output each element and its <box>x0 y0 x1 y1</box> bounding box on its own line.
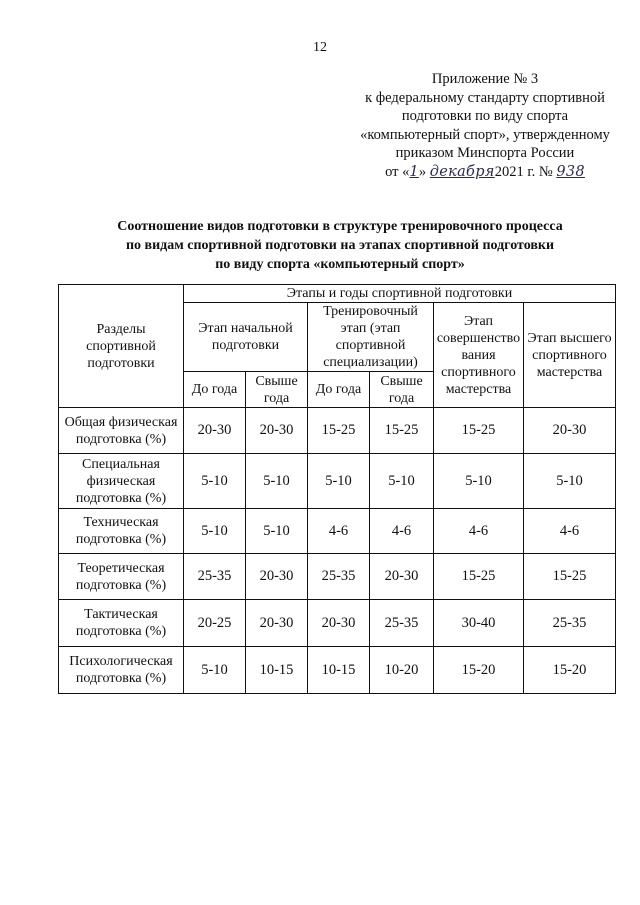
date-prefix: от « <box>385 163 410 180</box>
table-cell: 5-10 <box>184 454 246 509</box>
row-label: Теоретическая подготовка (%) <box>59 554 184 600</box>
header-sections: Разделы спортивной подготовки <box>59 285 184 408</box>
header-stages: Этапы и годы спортивной подготовки <box>184 285 616 303</box>
appendix-line: подготовки по виду спорта <box>401 108 569 124</box>
table-cell: 10-15 <box>308 647 370 694</box>
table-cell: 15-20 <box>524 647 616 694</box>
table-cell: 4-6 <box>308 509 370 554</box>
table-cell: 10-15 <box>246 647 308 694</box>
appendix-title: Приложение № 3 <box>431 71 539 87</box>
table-cell: 25-35 <box>308 554 370 600</box>
table-row <box>59 408 616 454</box>
table-cell: 5-10 <box>434 454 524 509</box>
table-cell: 30-40 <box>434 600 524 647</box>
row-label: Специальная физическая подготовка (%) <box>59 454 184 509</box>
document-title <box>60 217 620 274</box>
table-cell: 5-10 <box>524 454 616 509</box>
table-row <box>59 647 616 694</box>
table-cell: 5-10 <box>308 454 370 509</box>
handwritten-order-number: 938 <box>556 163 585 180</box>
row-label: Общая физическая подготовка (%) <box>59 408 184 454</box>
table-cell: 20-30 <box>246 408 308 454</box>
appendix-line: «компьютерный спорт», утвержденному <box>360 126 610 143</box>
subheader-up-to-year: До года <box>184 372 246 408</box>
table-row <box>59 509 616 554</box>
table-cell: 5-10 <box>370 454 434 509</box>
table-cell: 25-35 <box>524 600 616 647</box>
header-stage-improvement: Этап совершенство вания спортивного мастерства <box>434 303 524 408</box>
table-cell: 15-25 <box>524 554 616 600</box>
handwritten-month: декабря <box>429 163 495 180</box>
title-line: по видам спортивной подготовки на этапах спортивной подготовки <box>125 238 555 253</box>
table-cell: 15-25 <box>308 408 370 454</box>
table-row <box>59 600 616 647</box>
table-row <box>59 454 616 509</box>
training-ratio-table <box>58 284 616 694</box>
date-mid: » <box>418 163 427 180</box>
order-date-line <box>340 163 630 182</box>
table-cell: 25-35 <box>370 600 434 647</box>
title-line: по виду спорта «компьютерный спорт» <box>215 257 465 272</box>
table-cell: 25-35 <box>184 554 246 600</box>
appendix-line: приказом Минспорта России <box>395 145 575 161</box>
row-label: Тактическая подготовка (%) <box>59 600 184 647</box>
row-label: Психологическая подготовка (%) <box>59 647 184 694</box>
table-cell: 15-25 <box>434 408 524 454</box>
table-cell: 20-30 <box>184 408 246 454</box>
header-stage-initial: Этап начальной подготовки <box>184 303 308 372</box>
table-cell: 20-25 <box>184 600 246 647</box>
table-cell: 20-30 <box>246 554 308 600</box>
page-number: 12 <box>313 40 327 55</box>
subheader-over-year: Свыше года <box>370 372 434 408</box>
table-cell: 4-6 <box>370 509 434 554</box>
date-year: 2021 г. № <box>494 163 553 180</box>
header-stage-training: Тренировочный этап (этап спортивной специализации) <box>308 303 434 372</box>
table-cell: 5-10 <box>246 509 308 554</box>
table-cell: 15-25 <box>434 554 524 600</box>
table-cell: 5-10 <box>246 454 308 509</box>
appendix-header <box>340 70 630 181</box>
table-cell: 15-25 <box>370 408 434 454</box>
subheader-up-to-year: До года <box>308 372 370 408</box>
table-cell: 15-20 <box>434 647 524 694</box>
appendix-line: к федеральному стандарту спортивной <box>365 89 605 106</box>
table-cell: 20-30 <box>524 408 616 454</box>
table-cell: 20-30 <box>370 554 434 600</box>
table-cell: 4-6 <box>524 509 616 554</box>
table-row <box>59 554 616 600</box>
table-cell: 4-6 <box>434 509 524 554</box>
table-cell: 10-20 <box>370 647 434 694</box>
table-cell: 20-30 <box>246 600 308 647</box>
title-line: Соотношение видов подготовки в структуре тренировочного процесса <box>117 219 563 234</box>
row-label: Техническая подготовка (%) <box>59 509 184 554</box>
table-cell: 20-30 <box>308 600 370 647</box>
subheader-over-year: Свыше года <box>246 372 308 408</box>
handwritten-day: 1 <box>409 163 419 180</box>
table-cell: 5-10 <box>184 647 246 694</box>
table-cell: 5-10 <box>184 509 246 554</box>
header-stage-highest: Этап высшего спортивного мастерства <box>524 303 616 408</box>
